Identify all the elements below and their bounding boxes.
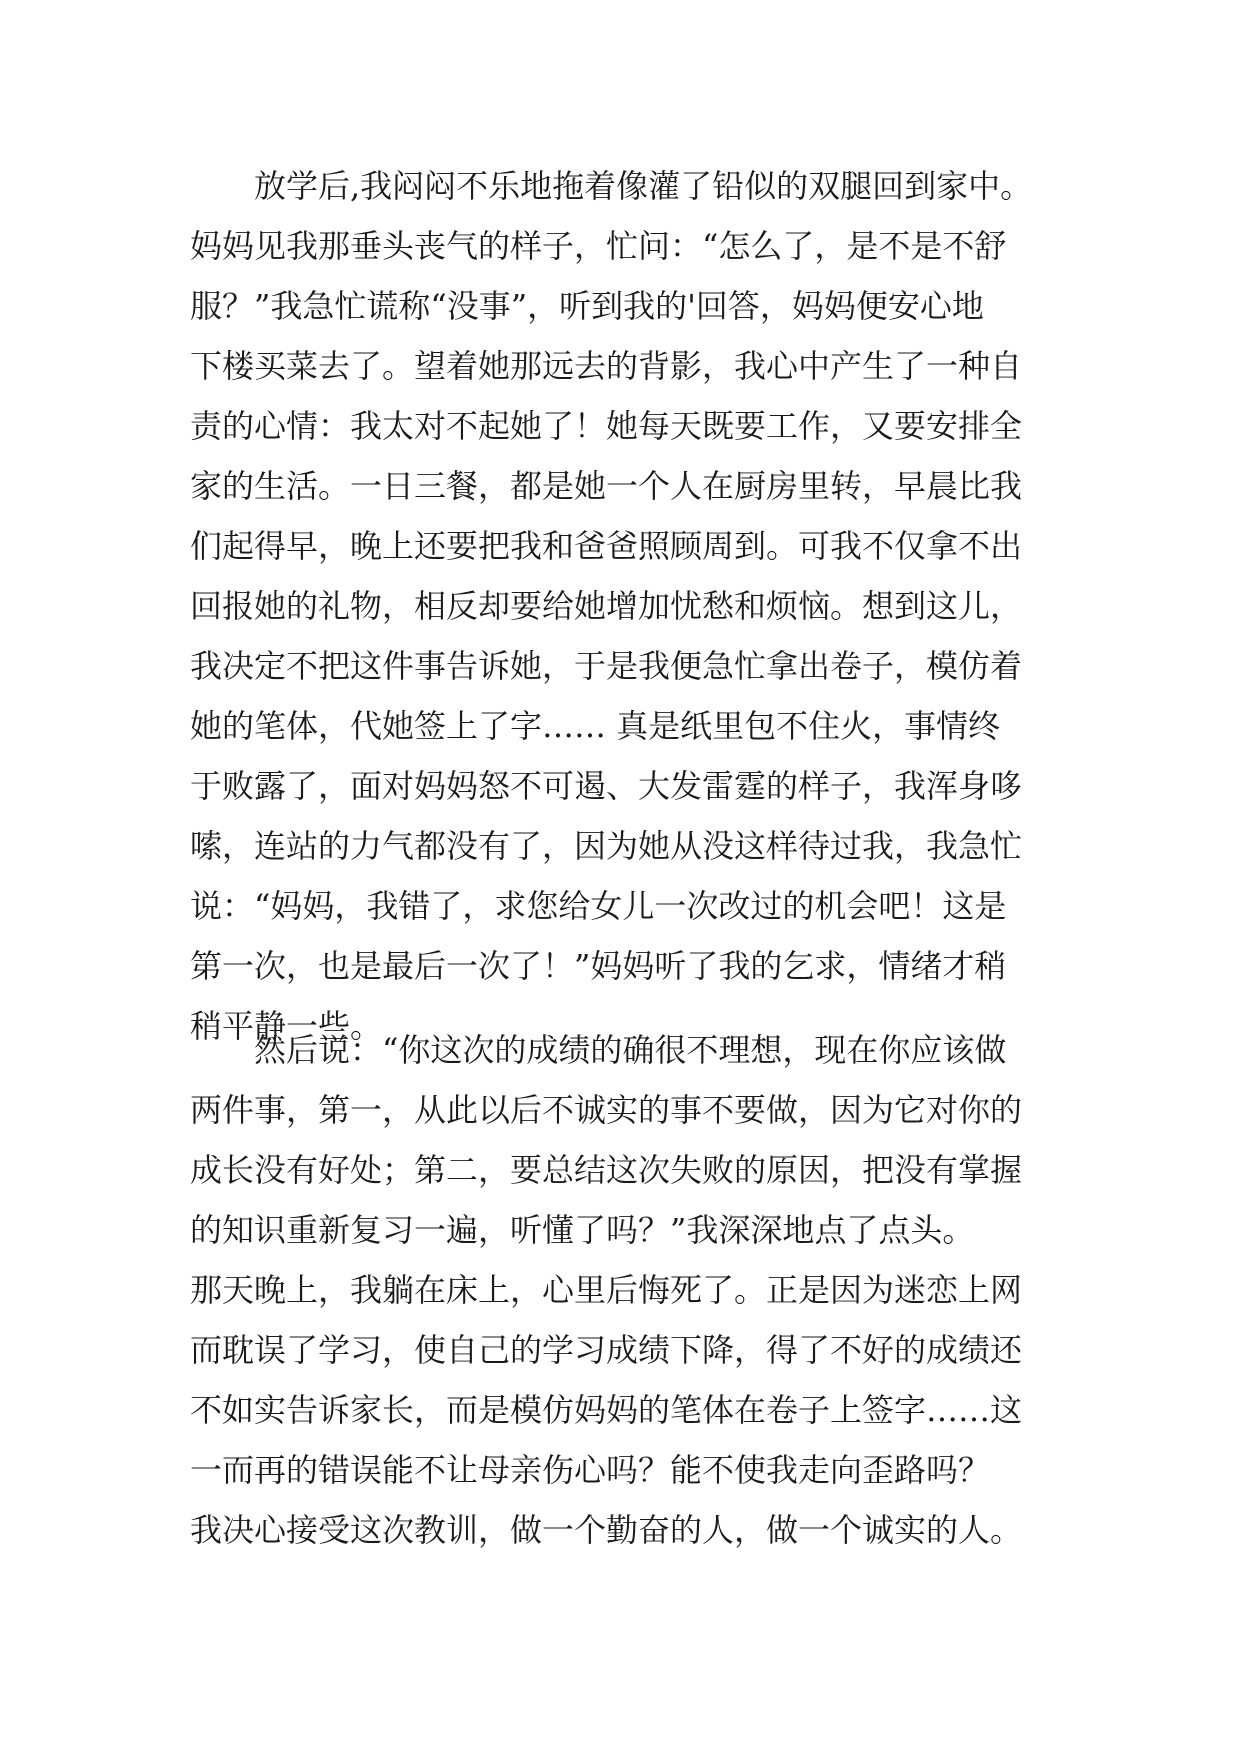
paragraph-line: 责的心情：我太对不起她了！她每天既要工作，又要安排全	[190, 407, 1023, 445]
paragraph-line: 的知识重新复习一遍，听懂了吗？”我深深地点了点头。	[190, 1211, 975, 1249]
paragraph-line: 成长没有好处；第二，要总结这次失败的原因，把没有掌握	[190, 1151, 1023, 1189]
paragraph-line: 服？”我急忙谎称“没事”，听到我的'回答，妈妈便安心地	[190, 287, 984, 325]
paragraph-line: 放学后,我闷闷不乐地拖着像灌了铅似的双腿回到家中。	[254, 167, 1033, 205]
paragraph-line: 而耽误了学习，使自己的学习成绩下降，得了不好的成绩还	[190, 1331, 1023, 1369]
paragraph-line: 于败露了，面对妈妈怒不可遏、大发雷霆的样子，我浑身哆	[190, 767, 1023, 805]
paragraph-line: 妈妈见我那垂头丧气的样子，忙问：“怎么了，是不是不舒	[190, 227, 1007, 265]
paragraph-line: 我决定不把这件事告诉她，于是我便急忙拿出卷子，模仿着	[190, 647, 1023, 685]
paragraph-1	[190, 156, 1090, 1056]
paragraph-line: 嗦，连站的力气都没有了，因为她从没这样待过我，我急忙	[190, 827, 1023, 865]
paragraph-line: 那天晚上，我躺在床上，心里后悔死了。正是因为迷恋上网	[190, 1271, 1023, 1309]
paragraph-line: 回报她的礼物，相反却要给她增加忧愁和烦恼。想到这儿，	[190, 587, 1023, 625]
paragraph-line: 家的生活。一日三餐，都是她一个人在厨房里转，早晨比我	[190, 467, 1023, 505]
paragraph-line: 下楼买菜去了。望着她那远去的背影，我心中产生了一种自	[190, 347, 1023, 385]
paragraph-2	[190, 1020, 1090, 1560]
paragraph-line: 第一次，也是最后一次了！”妈妈听了我的乞求，情绪才稍	[190, 947, 1007, 985]
paragraph-line: 稍平静一些。	[190, 1007, 383, 1045]
paragraph-line: 不如实告诉家长，而是模仿妈妈的笔体在卷子上签字……这	[190, 1391, 1023, 1429]
paragraph-line: 一而再的错误能不让母亲伤心吗？能不使我走向歪路吗？	[190, 1451, 991, 1489]
paragraph-line: 们起得早，晚上还要把我和爸爸照顾周到。可我不仅拿不出	[190, 527, 1023, 565]
paragraph-line: 她的笔体，代她签上了字…… 真是纸里包不住火，事情终	[190, 707, 1001, 745]
paragraph-line: 说：“妈妈，我错了，求您给女儿一次改过的机会吧！这是	[190, 887, 1007, 925]
paragraph-line: 然后说：“你这次的成绩的确很不理想，现在你应该做	[254, 1031, 1007, 1069]
paragraph-line: 我决心接受这次教训，做一个勤奋的人，做一个诚实的人。	[190, 1511, 1023, 1549]
paragraph-line: 两件事，第一，从此以后不诚实的事不要做，因为它对你的	[190, 1091, 1023, 1129]
